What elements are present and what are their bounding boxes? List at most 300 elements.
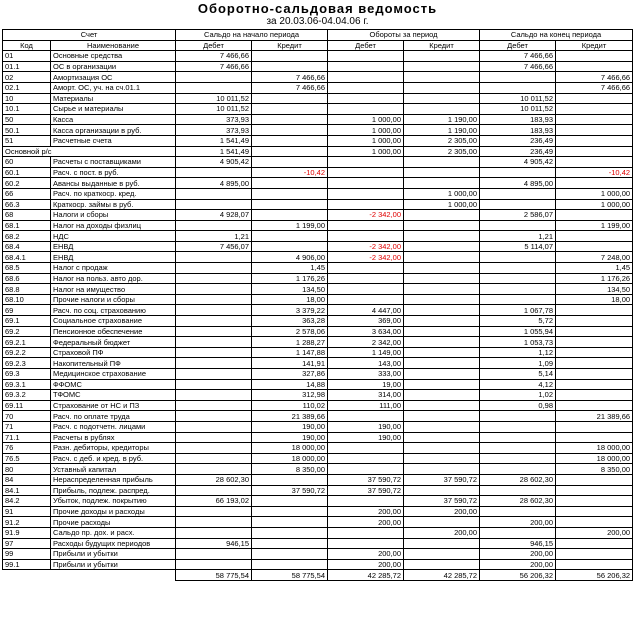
turnover-credit [404,82,480,93]
table-row [3,400,633,411]
account-name: Сальдо пр. дох. и расх. [51,527,176,538]
opening-debit: 4 905,42 [176,157,252,168]
opening-credit: 134,50 [252,284,328,295]
turnover-debit [328,284,404,295]
account-name: Страхование от НС и ПЗ [51,400,176,411]
turnover-debit [328,188,404,199]
account-name: Социальное страхование [51,316,176,327]
closing-credit [556,241,633,252]
turnover-credit [404,178,480,189]
opening-debit: 373,93 [176,114,252,125]
closing-debit: 5,14 [480,369,556,380]
table-row [3,114,633,125]
closing-debit: 4,12 [480,379,556,390]
turnover-debit: 200,00 [328,517,404,528]
opening-debit [176,273,252,284]
turnover-debit [328,411,404,422]
turnover-credit [404,231,480,242]
account-code: 69.11 [3,400,51,411]
turnover-debit: 1 000,00 [328,125,404,136]
opening-debit [176,294,252,305]
account-code: 91 [3,506,51,517]
turnover-debit: 333,00 [328,369,404,380]
turnover-debit [328,464,404,475]
opening-credit: 1 288,27 [252,337,328,348]
account-name: Налог с продаж [51,263,176,274]
closing-credit [556,146,633,157]
account-code: 69.2 [3,326,51,337]
account-code: 66.3 [3,199,51,210]
totals-spacer [3,570,176,581]
closing-credit [556,400,633,411]
account-code: 01.1 [3,61,51,72]
closing-debit [480,188,556,199]
closing-credit: 1 000,00 [556,199,633,210]
turnover-credit: 37 590,72 [404,496,480,507]
table-row [3,51,633,62]
opening-credit: 190,00 [252,432,328,443]
account-name: Прибыль, подлеж. распред. [51,485,176,496]
closing-credit: 8 350,00 [556,464,633,475]
closing-debit: 183,93 [480,125,556,136]
account-name: Авансы выданные в руб. [51,178,176,189]
closing-credit [556,51,633,62]
table-row [3,464,633,475]
account-code: 69.3.2 [3,390,51,401]
opening-debit [176,400,252,411]
account-name: Страховой ПФ [51,347,176,358]
turnover-debit: 200,00 [328,559,404,570]
turnover-credit [404,432,480,443]
opening-debit [176,464,252,475]
account-name: Расч. с пост. в руб. [51,167,176,178]
opening-credit [252,199,328,210]
closing-debit: 1 055,94 [480,326,556,337]
closing-debit: 1 053,73 [480,337,556,348]
account-code: 69 [3,305,51,316]
opening-credit [252,135,328,146]
turnover-debit: 4 447,00 [328,305,404,316]
opening-debit [176,252,252,263]
opening-debit [176,326,252,337]
turnover-debit [328,167,404,178]
account-name: Основные средства [51,51,176,62]
closing-credit: 21 389,66 [556,411,633,422]
turnover-credit [404,337,480,348]
account-name: Нераспределенная прибыль [51,474,176,485]
closing-credit [556,337,633,348]
closing-debit [480,252,556,263]
opening-credit: 1 199,00 [252,220,328,231]
account-name: Расч. с подотчетн. лицами [51,421,176,432]
turnover-debit: -2 342,00 [328,241,404,252]
turnover-debit: 37 590,72 [328,485,404,496]
opening-credit [252,506,328,517]
account-code: 80 [3,464,51,475]
opening-credit: 1 176,26 [252,273,328,284]
opening-debit [176,506,252,517]
turnover-debit: 200,00 [328,506,404,517]
account-name: Расчеты с поставщиками [51,157,176,168]
turnover-credit [404,559,480,570]
turnover-debit: 2 342,00 [328,337,404,348]
opening-debit [176,284,252,295]
turnover-credit [404,464,480,475]
opening-credit [252,241,328,252]
opening-debit [176,559,252,570]
closing-debit: 1,21 [480,231,556,242]
opening-debit [176,72,252,83]
turnover-debit [328,93,404,104]
opening-debit: 4 895,00 [176,178,252,189]
closing-credit [556,506,633,517]
opening-debit [176,188,252,199]
turnover-credit [404,72,480,83]
turnover-debit: 190,00 [328,432,404,443]
turnover-credit [404,157,480,168]
opening-debit [176,263,252,274]
opening-credit: 18 000,00 [252,453,328,464]
turnover-debit: 1 000,00 [328,146,404,157]
closing-credit: 7 466,66 [556,72,633,83]
closing-credit [556,485,633,496]
table-row [3,157,633,168]
opening-debit [176,485,252,496]
turnover-credit [404,411,480,422]
table-row [3,474,633,485]
account-code: 97 [3,538,51,549]
closing-credit: 7 248,00 [556,252,633,263]
opening-debit [176,390,252,401]
closing-credit [556,61,633,72]
closing-debit [480,464,556,475]
turnover-debit: 37 590,72 [328,474,404,485]
opening-debit: 946,15 [176,538,252,549]
table-row [3,220,633,231]
account-code: 68.4.1 [3,252,51,263]
table-row [3,284,633,295]
closing-credit: 18,00 [556,294,633,305]
account-name: Прибыли и убытки [51,559,176,570]
account-code: 02.1 [3,82,51,93]
closing-credit: 18 000,00 [556,443,633,454]
account-name: Прибыли и убытки [51,549,176,560]
account-code: 68.1 [3,220,51,231]
account-code: 51 [3,135,51,146]
table-row [3,231,633,242]
account-name: Касса организации в руб. [51,125,176,136]
account-code: 69.3.1 [3,379,51,390]
total-turnover-credit: 42 285,72 [404,570,480,581]
opening-credit [252,104,328,115]
table-row [3,559,633,570]
report-title: Оборотно-сальдовая ведомость [197,1,438,16]
turnover-credit [404,305,480,316]
turnover-credit: 1 000,00 [404,188,480,199]
account-code: 91.2 [3,517,51,528]
turnover-debit: 200,00 [328,549,404,560]
closing-credit: -10,42 [556,167,633,178]
opening-debit: 7 456,07 [176,241,252,252]
turnover-debit [328,453,404,464]
account-name: Касса [51,114,176,125]
table-row [3,125,633,136]
opening-debit: 66 193,02 [176,496,252,507]
account-code: Основной р/с [3,146,176,157]
turnover-credit [404,51,480,62]
account-name: Сырье и материалы [51,104,176,115]
account-name: Расчетные счета [51,135,176,146]
turnover-debit [328,538,404,549]
opening-debit [176,432,252,443]
table-row [3,390,633,401]
account-name: ЕНВД [51,241,176,252]
turnover-credit [404,443,480,454]
account-code: 10.1 [3,104,51,115]
table-row [3,347,633,358]
turnover-debit: -2 342,00 [328,210,404,221]
account-code: 60.1 [3,167,51,178]
table-row [3,146,633,157]
closing-debit: 4 905,42 [480,157,556,168]
closing-debit [480,506,556,517]
account-name: Налоги и сборы [51,210,176,221]
closing-debit: 5,72 [480,316,556,327]
closing-credit: 18 000,00 [556,453,633,464]
closing-credit [556,390,633,401]
header-closing-debit: Дебет [480,40,556,51]
table-row [3,273,633,284]
account-code: 68.2 [3,231,51,242]
turnover-credit [404,220,480,231]
table-row [3,167,633,178]
total-closing-debit: 56 206,32 [480,570,556,581]
turnover-debit: -2 342,00 [328,252,404,263]
account-name: Уставный капитал [51,464,176,475]
account-name: Налог на польз. авто дор. [51,273,176,284]
table-row [3,485,633,496]
closing-credit [556,125,633,136]
opening-debit [176,443,252,454]
closing-credit [556,135,633,146]
turnover-credit [404,549,480,560]
turnover-debit: 190,00 [328,421,404,432]
closing-debit [480,443,556,454]
closing-debit [480,421,556,432]
table-row [3,326,633,337]
opening-credit [252,157,328,168]
closing-debit: 10 011,52 [480,93,556,104]
opening-credit: 1,45 [252,263,328,274]
closing-credit [556,93,633,104]
closing-debit [480,72,556,83]
turnover-debit: 111,00 [328,400,404,411]
turnover-debit [328,294,404,305]
table-row [3,210,633,221]
closing-credit [556,432,633,443]
account-name: Амортизация ОС [51,72,176,83]
closing-debit: 200,00 [480,549,556,560]
table-row [3,443,633,454]
total-opening-debit: 58 775,54 [176,570,252,581]
opening-credit: 7 466,66 [252,72,328,83]
closing-credit [556,474,633,485]
header-account: Счет [3,30,176,41]
header-turnover-debit: Дебет [328,40,404,51]
account-code: 68.8 [3,284,51,295]
closing-credit [556,496,633,507]
turnover-credit: 37 590,72 [404,474,480,485]
table-row [3,104,633,115]
turnover-credit [404,273,480,284]
turnover-credit [404,167,480,178]
opening-credit: 312,98 [252,390,328,401]
closing-credit: 200,00 [556,527,633,538]
header-opening-debit: Дебет [176,40,252,51]
turnover-credit [404,400,480,411]
table-row [3,411,633,422]
opening-credit: -10,42 [252,167,328,178]
total-opening-credit: 58 775,54 [252,570,328,581]
opening-credit [252,93,328,104]
account-code: 71 [3,421,51,432]
closing-debit: 1,02 [480,390,556,401]
closing-credit: 1 000,00 [556,188,633,199]
closing-credit [556,157,633,168]
turnover-credit: 1 000,00 [404,199,480,210]
closing-credit [556,316,633,327]
account-code: 66 [3,188,51,199]
account-name: Убыток, подлеж. покрытию [51,496,176,507]
turnover-credit [404,61,480,72]
header-code: Код [3,40,51,51]
turnover-debit [328,82,404,93]
closing-debit [480,273,556,284]
turnover-credit [404,390,480,401]
turnover-debit [328,443,404,454]
closing-debit [480,199,556,210]
closing-credit [556,517,633,528]
turnover-credit [404,421,480,432]
closing-debit [480,432,556,443]
header-closing-credit: Кредит [556,40,633,51]
turnover-debit [328,220,404,231]
closing-credit [556,104,633,115]
turnover-credit [404,538,480,549]
closing-credit [556,114,633,125]
account-code: 68.5 [3,263,51,274]
closing-debit: 5 114,07 [480,241,556,252]
opening-debit: 1,21 [176,231,252,242]
account-name: Федеральный бюджет [51,337,176,348]
account-code: 50.1 [3,125,51,136]
header-row-groups [3,30,633,41]
opening-debit [176,220,252,231]
turnover-credit [404,263,480,274]
closing-credit [556,369,633,380]
table-row [3,337,633,348]
turnover-debit [328,496,404,507]
account-code: 99.1 [3,559,51,570]
opening-debit [176,199,252,210]
opening-credit: 18,00 [252,294,328,305]
closing-credit: 7 466,66 [556,82,633,93]
turnover-debit: 3 634,00 [328,326,404,337]
closing-credit [556,358,633,369]
account-code: 68.4 [3,241,51,252]
closing-debit: 1,12 [480,347,556,358]
account-code: 91.9 [3,527,51,538]
table-row [3,538,633,549]
table-row [3,72,633,83]
account-name: Разн. дебиторы, кредиторы [51,443,176,454]
turnover-credit [404,369,480,380]
table-row [3,305,633,316]
opening-debit: 1 541,49 [176,135,252,146]
closing-debit: 200,00 [480,517,556,528]
opening-credit [252,210,328,221]
turnover-credit [404,93,480,104]
opening-credit: 141,91 [252,358,328,369]
closing-debit: 0,98 [480,400,556,411]
turnover-debit: 143,00 [328,358,404,369]
turnover-credit [404,379,480,390]
opening-credit: 7 466,66 [252,82,328,93]
opening-debit [176,337,252,348]
table-row [3,199,633,210]
opening-credit: 2 578,06 [252,326,328,337]
closing-debit: 183,93 [480,114,556,125]
opening-debit: 10 011,52 [176,93,252,104]
turnover-debit [328,263,404,274]
table-row [3,135,633,146]
opening-credit: 190,00 [252,421,328,432]
turnover-credit [404,358,480,369]
table-row [3,453,633,464]
turnover-debit [328,273,404,284]
closing-credit [556,305,633,316]
closing-debit: 1 067,78 [480,305,556,316]
opening-debit [176,453,252,464]
opening-credit [252,559,328,570]
account-code: 68 [3,210,51,221]
turnover-credit [404,294,480,305]
opening-credit: 21 389,66 [252,411,328,422]
opening-credit [252,61,328,72]
account-name: Расч. с деб. и кред. в руб. [51,453,176,464]
turnover-debit [328,527,404,538]
table-row [3,61,633,72]
opening-credit [252,178,328,189]
turnover-credit: 1 190,00 [404,125,480,136]
turnover-debit [328,157,404,168]
opening-credit [252,549,328,560]
opening-credit: 4 906,00 [252,252,328,263]
table-row [3,421,633,432]
opening-debit: 373,93 [176,125,252,136]
opening-credit: 110,02 [252,400,328,411]
table-row [3,294,633,305]
closing-debit [480,411,556,422]
opening-credit [252,51,328,62]
account-name: ОС в организации [51,61,176,72]
table-row [3,263,633,274]
closing-debit [480,220,556,231]
table-row [3,241,633,252]
account-code: 68.10 [3,294,51,305]
closing-debit: 7 466,66 [480,61,556,72]
opening-debit: 7 466,66 [176,51,252,62]
